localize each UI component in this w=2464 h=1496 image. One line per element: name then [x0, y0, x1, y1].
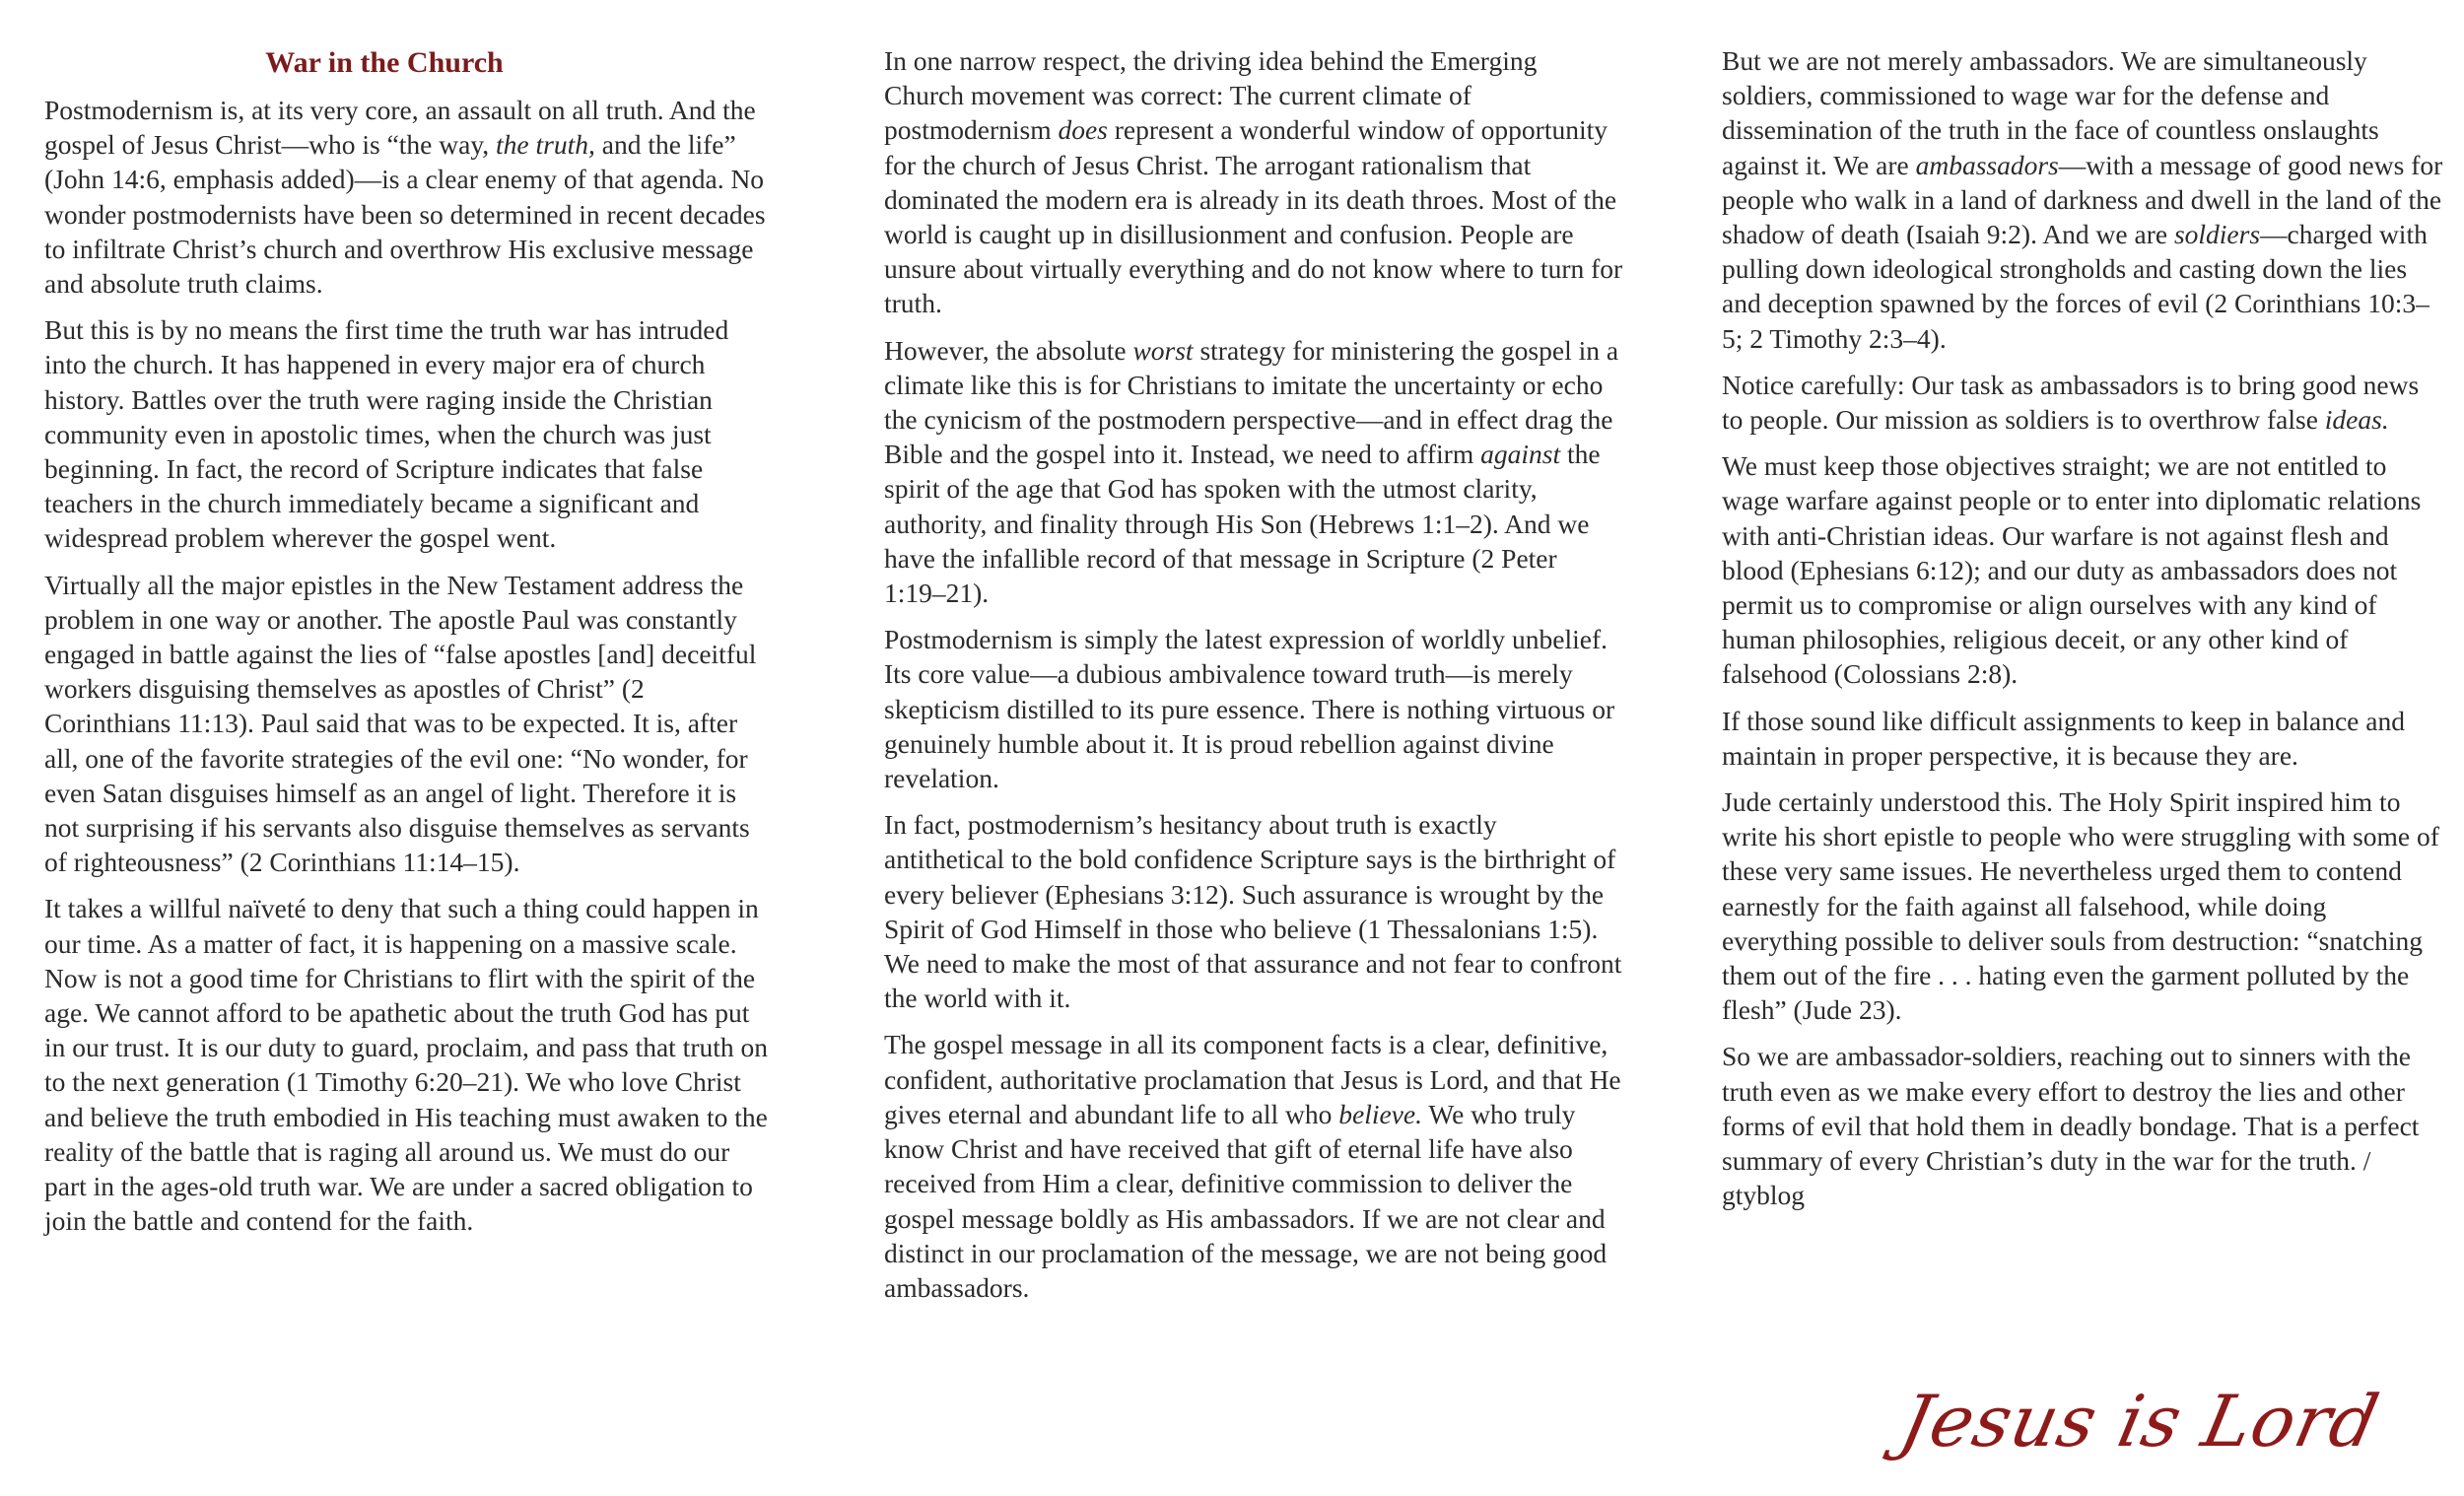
text-run: So we are ambassador-soldiers, reaching out to sinners with the truth even as we make every effort to destroy the lies and other forms of evil that hold them in deadly bondage. That is a perfect summary of every Christian’s duty in the war for the truth. / gtyblog: [1722, 1041, 2420, 1211]
signature-jesus-is-lord: Jesus is Lord: [1893, 1380, 2387, 1462]
emphasis-text: the truth,: [496, 129, 595, 161]
text-run: the spirit of the age that God has spoken with the utmost clarity, authority, and finality through His Son (Hebrews 1:1–2). And we have the infallible record of that message in Scripture (2 Peter 1:19–21).: [884, 439, 1601, 609]
text-run: Postmodernism is simply the latest expression of worldly unbelief. Its core value—a dubious ambivalence toward truth—is merely skepticism distilled to its pure essence. There is nothing virtuous or genuinely humble about it. It is proud rebellion against divine revelation.: [884, 624, 1615, 794]
text-run: represent a wonderful window of opportunity for the church of Jesus Christ. The arrogant rationalism that dominated the modern era is already in its death throes. Most of the world is caught up in disillusionment and confusion. People are unsure about virtually everything and do not know where to turn for truth.: [884, 114, 1623, 319]
text-run: strategy for ministering the gospel in a climate like this is for Christians to imitate the uncertainty or echo the cynicism of the postmodern perspective—and in effect drag the Bible and the gospel into it. Instead, we need to affirm: [884, 334, 1619, 470]
column-2: [884, 43, 1623, 1317]
text-run: and the life” (John 14:6, emphasis added)—is a clear enemy of that agenda. No wonder postmodernists have been so determined in recent decades to infiltrate Christ’s church and overthrow His exclusive message and absolute truth claims.: [44, 129, 766, 300]
text-run: If those sound like difficult assignments to keep in balance and maintain in proper perspective, it is because they are.: [1722, 705, 2405, 771]
paragraph: [1722, 704, 2446, 773]
text-run: Jude certainly understood this. The Holy Spirit inspired him to write his short epistle to people who were struggling with some of these very same issues. He nevertheless urged them to contend earnestly for the faith against all falsehood, while doing everything possible to deliver souls from destruction: “snatching them out of the fire . . . hating even the garment polluted by the flesh” (Jude 23).: [1722, 786, 2439, 1026]
column-1: [44, 43, 774, 1251]
emphasis-text: does: [1058, 114, 1108, 146]
text-run: Virtually all the major epistles in the New Testament address the problem in one way or another. The apostle Paul was constantly engaged in battle against the lies of “false apostles [and] deceitful workers disguising themselves as apostles of Christ” (2 Corinthians 11:13). Paul said that was to be expected. It is, after all, one of the favorite strategies of the evil one: “No wonder, for even Satan disguises himself as an angel of light. Therefore it is not surprising if his servants also disguise themselves as servants of righteousness” (2 Corinthians 11:14–15).: [44, 569, 757, 878]
emphasis-text: worst: [1132, 334, 1194, 366]
emphasis-text: soldiers: [2173, 219, 2261, 250]
emphasis-text: ambassadors: [1915, 149, 2059, 180]
paragraph: [1722, 1039, 2446, 1212]
text-run: It takes a willful naïveté to deny that such a thing could happen in our time. As a matter of fact, it is happening on a massive scale. Now is not a good time for Christians to flirt with the spirit of the age. We cannot afford to be apathetic about the truth God has put in our trust. It is our duty to guard, proclaim, and pass that truth on to the next generation (1 Timothy 6:20–21). We who love Christ and believe the truth embodied in His teaching must awaken to the reality of the battle that is raging all around us. We must do our part in the ages-old truth war. We are under a sacred obligation to join the battle and contend for the faith.: [44, 893, 768, 1237]
article-title: War in the Church: [265, 46, 504, 79]
text-run: But this is by no means the first time the truth war has intruded into the church. It has happened in every major era of church history. Battles over the truth were raging inside the Christian community even in apostolic times, when the church was just beginning. In fact, the record of Scripture indicates that false teachers in the church immediately became a significant and widespread problem wherever the gospel went.: [44, 314, 729, 554]
text-run: We who truly know Christ and have received that gift of eternal life have also received from Him a clear, definitive commission to deliver the gospel message boldly as His ambassadors. If we are not clear and distinct in our proclamation of the message, we are not being good ambassadors.: [884, 1098, 1608, 1303]
text-run: In one narrow respect, the driving idea behind the Emerging Church movement was correct: The current climate of postmodernism: [884, 45, 1538, 146]
text-run: We must keep those objectives straight; we are not entitled to wage warfare against people or to enter into diplomatic relations with anti-Christian ideas. Our warfare is not against flesh and blood (Ephesians 6:12); and our duty as ambassadors does not permit us to compromise or align ourselves with any kind of human philosophies, religious deceit, or any other kind of falsehood (Colossians 2:8).: [1722, 450, 2422, 690]
emphasis-text: ideas.: [2324, 404, 2389, 436]
text-run: In fact, postmodernism’s hesitancy about truth is exactly antithetical to the bold confidence Scripture says is the birthright of every believer (Ephesians 3:12). Such assurance is wrought by the Spirit of God Himself in those who believe (1 Thessalonians 1:5). We need to make the most of that assurance and not fear to confront the world with it.: [884, 809, 1622, 1014]
paragraph: [884, 43, 1623, 321]
text-run: Postmodernism is, at its very core, an assault on all truth. And the gospel of Jesus Christ—who is “the way,: [44, 95, 756, 161]
paragraph: [884, 622, 1623, 795]
paragraph: [1722, 784, 2446, 1027]
column-3: [1722, 43, 2446, 1225]
paragraph: [44, 891, 774, 1238]
text-run: But we are not merely ambassadors. We are simultaneously soldiers, commissioned to wage war for the defense and dissemination of the truth in the face of countless onslaughts against it. We are: [1722, 45, 2379, 180]
paragraph: [44, 312, 774, 555]
text-run: Notice carefully: Our task as ambassadors is to bring good news to people. Our mission as soldiers is to overthrow false: [1722, 369, 2420, 436]
paragraph: [884, 333, 1623, 611]
paragraph: [44, 568, 774, 880]
paragraph: [1722, 43, 2446, 356]
text-run: —charged with pulling down ideological strongholds and casting down the lies and deception spawned by the forces of evil (2 Corinthians 10:3–5; 2 Timothy 2:3–4).: [1722, 219, 2430, 354]
text-run: The gospel message in all its component facts is a clear, definitive, confident, authoritative proclamation that Jesus is Lord, and that He gives eternal and abundant life to all who: [884, 1029, 1621, 1129]
paragraph: [44, 93, 774, 301]
emphasis-text: against: [1480, 439, 1561, 470]
paragraph: [1722, 368, 2446, 437]
paragraph: [884, 1027, 1623, 1305]
emphasis-text: believe.: [1338, 1098, 1422, 1129]
paragraph: [884, 807, 1623, 1015]
text-run: —with a message of good news for people who walk in a land of darkness and dwell in the land of the shadow of death (Isaiah 9:2). And we are: [1722, 149, 2443, 250]
text-run: However, the absolute: [884, 334, 1133, 366]
paragraph: [1722, 448, 2446, 691]
